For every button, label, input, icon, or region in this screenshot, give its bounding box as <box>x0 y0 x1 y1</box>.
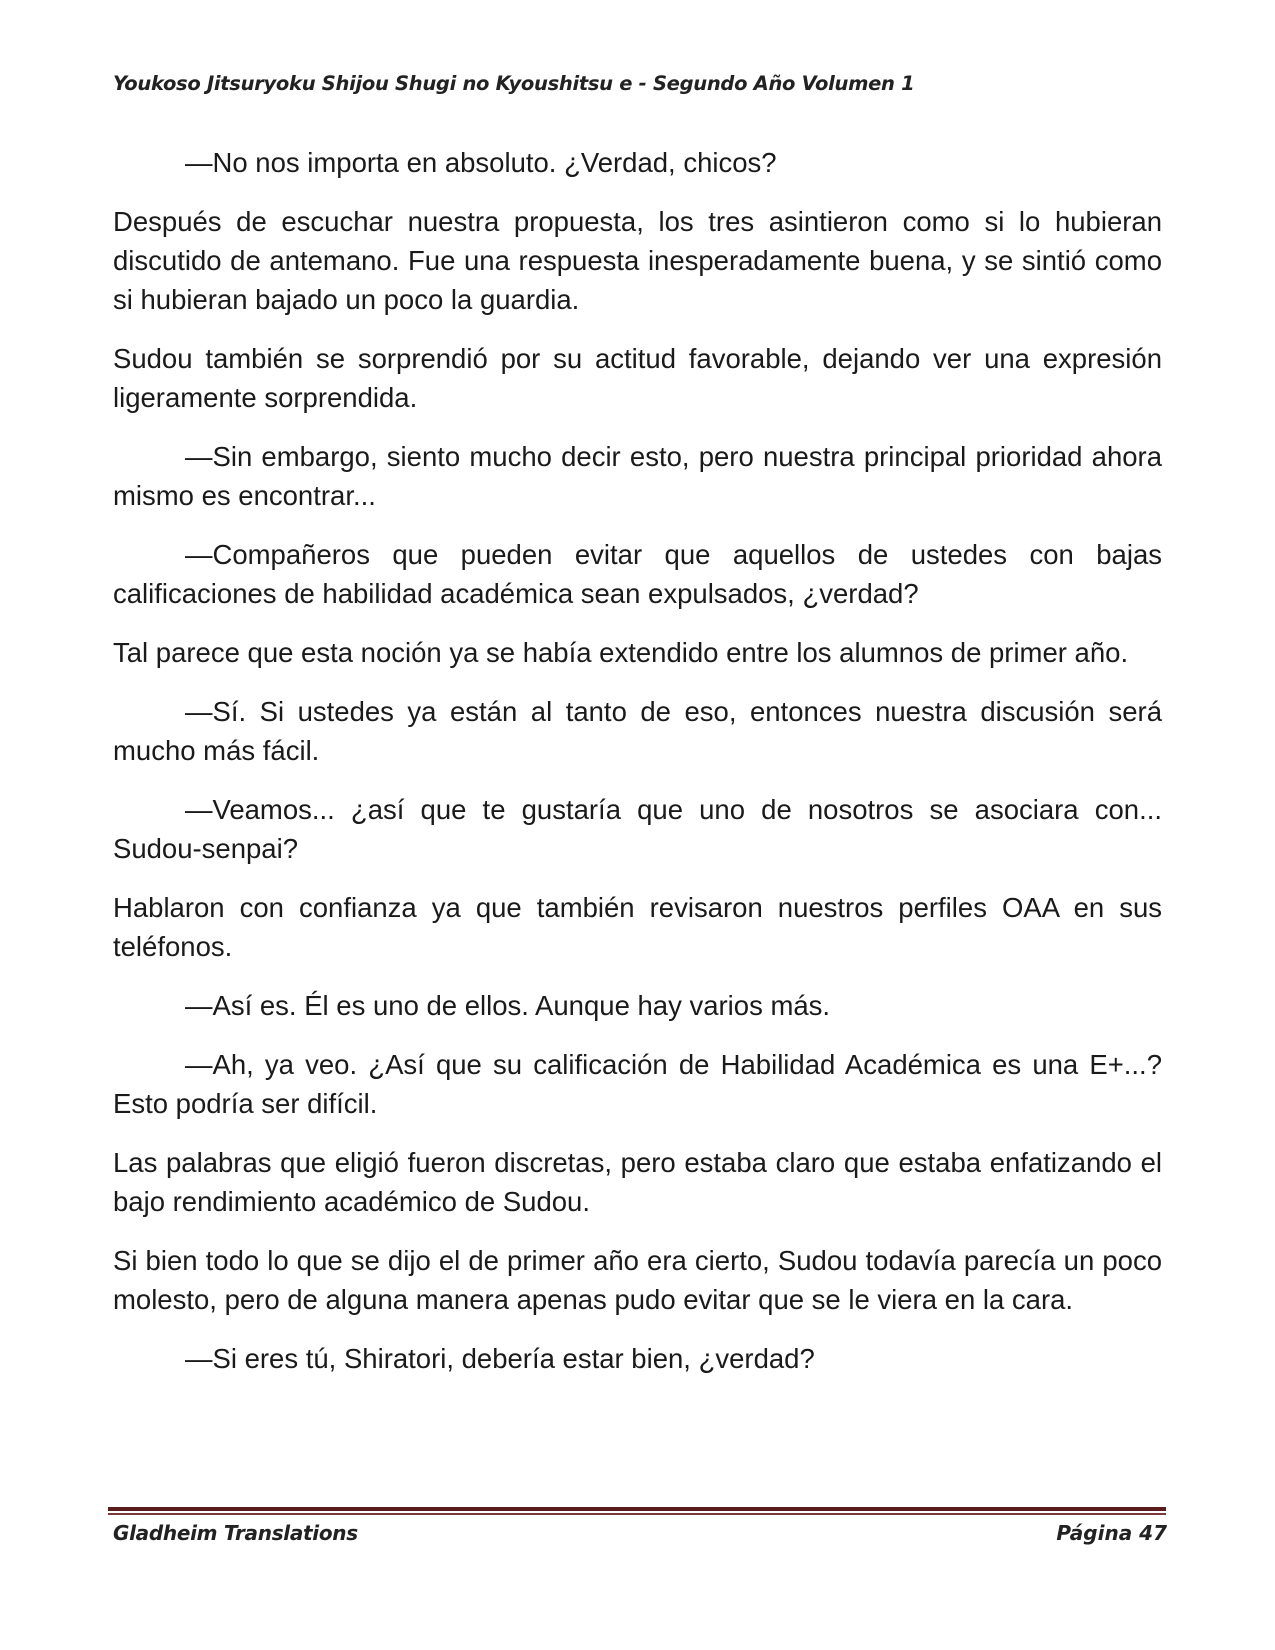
paragraph: —Sí. Si ustedes ya están al tanto de eso, entonces nuestra discusión será mucho más fácil. <box>113 696 1162 766</box>
page-header-title: Youkoso Jitsuryoku Shijou Shugi no Kyoushitsu e - Segundo Año Volumen 1 <box>113 72 915 95</box>
paragraph: —Sin embargo, siento mucho decir esto, pero nuestra principal prioridad ahora mismo es encontrar... <box>113 441 1162 511</box>
paragraph: —Así es. Él es uno de ellos. Aunque hay varios más. <box>185 990 831 1021</box>
paragraph: Después de escuchar nuestra propuesta, los tres asintieron como si lo hubieran discutido de antemano. Fue una respuesta inesperadamente buena, y se sintió como si hubieran bajado un poco la guardia. <box>113 206 1162 315</box>
paragraph: —Si eres tú, Shiratori, debería estar bien, ¿verdad? <box>185 1343 815 1374</box>
footer-divider <box>108 1507 1166 1517</box>
footer-divider-thick-line <box>108 1507 1166 1511</box>
paragraph: Tal parece que esta noción ya se había extendido entre los alumnos de primer año. <box>113 637 1129 668</box>
paragraph: Sudou también se sorprendió por su actitud favorable, dejando ver una expresión ligeramente sorprendida. <box>113 343 1162 413</box>
page-body <box>113 143 1162 1398</box>
paragraph: Las palabras que eligió fueron discretas, pero estaba claro que estaba enfatizando el bajo rendimiento académico de Sudou. <box>113 1147 1162 1217</box>
paragraph: —No nos importa en absoluto. ¿Verdad, chicos? <box>185 147 777 178</box>
paragraph: —Compañeros que pueden evitar que aquellos de ustedes con bajas calificaciones de habilidad académica sean expulsados, ¿verdad? <box>113 539 1162 609</box>
footer-page-number: Página 47 <box>1056 1521 1167 1545</box>
paragraph: Si bien todo lo que se dijo el de primer año era cierto, Sudou todavía parecía un poco molesto, pero de alguna manera apenas pudo evitar que se le viera en la cara. <box>113 1245 1162 1315</box>
paragraph: —Ah, ya veo. ¿Así que su calificación de Habilidad Académica es una E+...? Esto podría ser difícil. <box>113 1049 1162 1119</box>
footer-divider-thin-line <box>108 1513 1166 1515</box>
paragraph: —Veamos... ¿así que te gustaría que uno de nosotros se asociara con... Sudou-senpai? <box>113 794 1162 864</box>
paragraph: Hablaron con confianza ya que también revisaron nuestros perfiles OAA en sus teléfonos. <box>113 892 1162 962</box>
footer-translator-credit: Gladheim Translations <box>113 1521 358 1545</box>
